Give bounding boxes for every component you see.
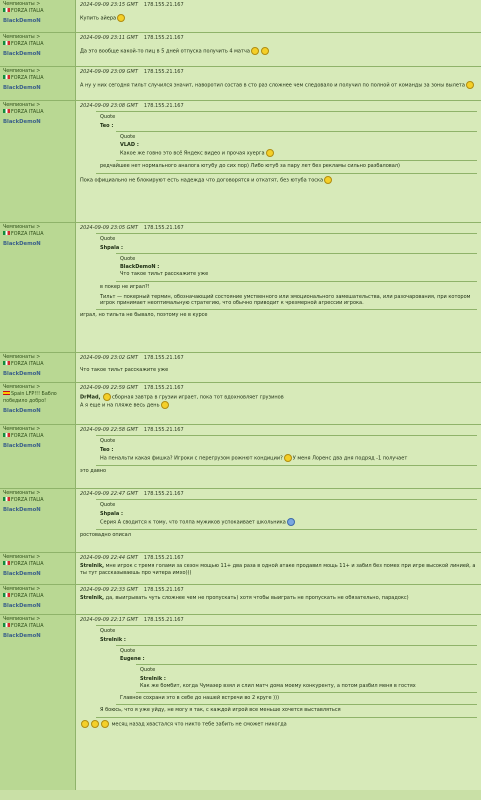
post-sidebar xyxy=(0,585,76,614)
post-date: 2024-09-09 23:15 GMT xyxy=(80,2,138,8)
team-link[interactable]: FORZA ITALIA xyxy=(3,76,44,81)
italy-flag-icon xyxy=(3,593,10,597)
board-link[interactable]: Чемпионаты > xyxy=(3,103,41,108)
post-ip: 178.155.21.167 xyxy=(143,35,184,41)
post-ip: 178.155.21.167 xyxy=(143,355,184,361)
post-text: сборная завтра в грузии играет, пока тот вдохновляет грузинов xyxy=(112,394,284,401)
quote-label: Quote xyxy=(120,255,136,262)
quote-text: редчайшее нет нормального аналога ютубу до сих пор) Либо ютуб за пару лет без рекламы сильно разбаловал) xyxy=(100,163,400,170)
post xyxy=(0,489,481,553)
board-link[interactable]: Чемпионаты > xyxy=(3,491,41,496)
italy-flag-icon xyxy=(3,109,10,113)
quote-text: Главное сохрани это в себе до нашей встречи во 2 круге ))) xyxy=(120,695,280,701)
quote-author: Eugene : xyxy=(120,656,145,662)
reply-author[interactable]: DrMad, xyxy=(80,394,101,401)
laugh-icon xyxy=(284,454,292,462)
italy-flag-icon xyxy=(3,41,10,45)
deep-quote-block xyxy=(136,664,477,693)
post-meta xyxy=(80,587,477,593)
team-link[interactable]: FORZA ITALIA xyxy=(3,9,44,14)
post-body xyxy=(76,383,481,424)
post xyxy=(0,67,481,101)
post-date: 2024-09-09 22:33 GMT xyxy=(80,587,138,593)
quote-text: Какое же говно это всё Яндекс видео и прочая хуерга xyxy=(120,150,265,157)
quote-label: Quote xyxy=(120,647,136,654)
post xyxy=(0,223,481,353)
post-meta xyxy=(80,617,477,623)
post-sidebar xyxy=(0,353,76,382)
quote-text: Серия А сводится к тому, что толпа мужиков успокаивает школьника xyxy=(100,519,286,526)
italy-flag-icon xyxy=(3,497,10,501)
post-sidebar xyxy=(0,67,76,100)
laugh-icon xyxy=(81,720,89,728)
nested-quote-block xyxy=(116,131,477,162)
quote-label: Quote xyxy=(100,114,116,121)
quote-label: Quote xyxy=(100,628,116,635)
post xyxy=(0,425,481,489)
author-nick[interactable]: BlackDemoN xyxy=(3,506,41,513)
board-link[interactable]: Чемпионаты > xyxy=(3,555,41,560)
quote-block xyxy=(96,111,477,173)
post-date: 2024-09-09 23:09 GMT xyxy=(80,69,138,75)
nested-quote-block xyxy=(116,645,477,706)
team-link[interactable]: FORZA ITALIA xyxy=(3,362,44,367)
laugh-icon xyxy=(91,720,99,728)
post-sidebar xyxy=(0,101,76,222)
post-meta xyxy=(80,427,477,433)
post-meta xyxy=(80,35,477,41)
post-ip: 178.155.21.167 xyxy=(143,491,184,497)
post-text: месяц назад хвастался что никто тебе забить не сможет никогда xyxy=(111,721,287,727)
post-ip: 178.155.21.167 xyxy=(143,587,184,593)
sad-icon xyxy=(287,518,295,526)
smile-icon xyxy=(251,47,259,55)
laugh-icon xyxy=(101,720,109,728)
board-link[interactable]: Чемпионаты > xyxy=(3,2,41,7)
post-text: Что такое тильт расскажите уже xyxy=(80,367,169,374)
board-link[interactable]: Чемпионаты > xyxy=(3,587,41,592)
team-link[interactable]: FORZA ITALIA xyxy=(3,498,44,503)
board-link[interactable]: Чемпионаты > xyxy=(3,617,41,622)
laugh-icon xyxy=(261,47,269,55)
post-text: ростовадно описал xyxy=(80,531,131,538)
post-date: 2024-09-09 22:58 GMT xyxy=(80,427,138,433)
post-body xyxy=(76,553,481,584)
team-link[interactable]: FORZA ITALIA xyxy=(3,42,44,47)
author-nick[interactable]: BlackDemoN xyxy=(3,442,41,449)
quote-text: в покер не играл?! xyxy=(100,283,150,290)
post-ip: 178.155.21.167 xyxy=(143,225,184,231)
team-link[interactable]: Spain LFP!!! Бабло победило добро! xyxy=(3,391,57,404)
post-ip: 178.155.21.167 xyxy=(143,385,184,391)
quote-label: Quote xyxy=(120,133,136,140)
nested-quote-block xyxy=(116,253,477,282)
spain-flag-icon xyxy=(3,391,10,395)
reply-author[interactable]: Strelnik, xyxy=(80,595,105,602)
post-meta xyxy=(80,2,477,8)
author-nick[interactable]: BlackDemoN xyxy=(3,17,41,24)
post-body xyxy=(76,223,481,352)
author-nick[interactable]: BlackDemoN xyxy=(3,118,41,125)
italy-flag-icon xyxy=(3,361,10,365)
board-link[interactable]: Чемпионаты > xyxy=(3,69,41,74)
team-link[interactable]: FORZA ITALIA xyxy=(3,624,44,629)
post-date: 2024-09-09 22:47 GMT xyxy=(80,491,138,497)
post-text: мне игрок с тремя голами за сезон мощью 11+ два раза в одной атаке продавил мощь 11+ и забил без помех при игре высокой линией, а ты тут рассказываешь про читера имхо))) xyxy=(80,563,476,576)
post-date: 2024-09-09 22:44 GMT xyxy=(80,555,138,561)
author-nick[interactable]: BlackDemoN xyxy=(3,370,41,377)
quote-author: Shpala : xyxy=(100,244,123,251)
post-text: Да это вообще какой-то пиц в 5 дней отпуска получить 4 матча xyxy=(80,48,250,55)
post-date: 2024-09-09 23:08 GMT xyxy=(80,103,138,109)
post-text: это давно xyxy=(80,467,107,474)
quote-author: VLAD : xyxy=(120,142,139,148)
post-body xyxy=(76,585,481,614)
team-link[interactable]: FORZA ITALIA xyxy=(3,232,44,237)
author-nick[interactable]: BlackDemoN xyxy=(3,570,41,577)
cool-icon xyxy=(103,393,111,401)
board-link[interactable]: Чемпионаты > xyxy=(3,35,41,40)
author-nick[interactable]: BlackDemoN xyxy=(3,240,41,247)
author-nick[interactable]: BlackDemoN xyxy=(3,50,41,57)
post xyxy=(0,615,481,790)
quote-author: Strelnik : xyxy=(140,675,166,682)
quote-text: Как же бомбит, когда Чумазер взял и слил матч дома моему конкуренту, а потом разбил меня в гостях xyxy=(140,682,416,689)
team-link[interactable]: FORZA ITALIA xyxy=(3,562,44,567)
quote-block xyxy=(96,625,477,717)
board-link[interactable]: Чемпионаты > xyxy=(3,385,41,390)
post-text: да, выигрывать чуть сложнее чем не пропускать) хотя чтобы выиграть не пропускать не обязательно, парадокс) xyxy=(105,595,409,602)
post-text: Пока официально не блокируют есть надежда что договорятся и откатят, без ютуба тоска xyxy=(80,177,324,183)
quote-author: Strelnik : xyxy=(100,636,126,643)
post-sidebar xyxy=(0,33,76,66)
post-sidebar xyxy=(0,223,76,352)
post-text: А ну у них сегодня тильт случился значит, наворотил состав в сто раз сложнее чем следовало и получил по полной от команды за зоны вылета xyxy=(80,82,465,89)
post-meta xyxy=(80,491,477,497)
quote-author: BlackDemoN : xyxy=(120,264,160,270)
post-text: играл, но тильта не бывало, поэтому не в курсе xyxy=(80,312,208,319)
team-link[interactable]: FORZA ITALIA xyxy=(3,594,44,599)
post xyxy=(0,101,481,223)
post-sidebar xyxy=(0,425,76,488)
italy-flag-icon xyxy=(3,231,10,235)
quote-label: Quote xyxy=(100,502,116,509)
post-sidebar xyxy=(0,383,76,424)
quote-block xyxy=(96,233,477,310)
board-link[interactable]: Чемпионаты > xyxy=(3,427,41,432)
post-meta xyxy=(80,355,477,361)
post-body xyxy=(76,615,481,790)
post xyxy=(0,553,481,585)
smile-icon xyxy=(117,14,125,22)
italy-flag-icon xyxy=(3,433,10,437)
post xyxy=(0,383,481,425)
quote-author: Teo : xyxy=(100,122,114,129)
team-link[interactable]: FORZA ITALIA xyxy=(3,434,44,439)
smile-icon xyxy=(324,176,332,184)
quote-label: Quote xyxy=(100,438,116,445)
laugh-icon xyxy=(266,149,274,157)
post-ip: 178.155.21.167 xyxy=(143,103,184,109)
post-date: 2024-09-09 22:59 GMT xyxy=(80,385,138,391)
board-link[interactable]: Чемпионаты > xyxy=(3,225,41,230)
post-sidebar xyxy=(0,489,76,552)
post-meta xyxy=(80,385,477,391)
post-date: 2024-09-09 22:17 GMT xyxy=(80,617,138,623)
author-nick[interactable]: BlackDemoN xyxy=(3,407,41,414)
post-body xyxy=(76,101,481,222)
post-meta xyxy=(80,225,477,231)
post-body xyxy=(76,67,481,100)
quote-text: Тильт — покерный термин, обозначающий состояние умственного или эмоционального замешательства, или разочарования, при котором игрок принимает неоптимальную стратегию, что обычно приводит к чрезмерной агрессии игрока. xyxy=(100,293,471,306)
post-meta xyxy=(80,555,477,561)
post-text: Купить айера xyxy=(80,15,117,22)
quote-block xyxy=(96,435,477,466)
post-ip: 178.155.21.167 xyxy=(143,69,184,75)
post-meta xyxy=(80,69,477,75)
post xyxy=(0,585,481,615)
post-body xyxy=(76,33,481,66)
italy-flag-icon xyxy=(3,623,10,627)
post-date: 2024-09-09 23:05 GMT xyxy=(80,225,138,231)
italy-flag-icon xyxy=(3,75,10,79)
post-date: 2024-09-09 23:11 GMT xyxy=(80,35,138,41)
author-nick[interactable]: BlackDemoN xyxy=(3,602,41,609)
laugh-icon xyxy=(161,401,169,409)
post-ip: 178.155.21.167 xyxy=(143,2,184,8)
reply-author[interactable]: Strelnik, xyxy=(80,563,105,570)
post-date: 2024-09-09 23:02 GMT xyxy=(80,355,138,361)
post-sidebar xyxy=(0,553,76,584)
quote-text: На пенальти какая фишка? Игроки с перегрузом рожнют кондиции? xyxy=(100,455,283,462)
quote-label: Quote xyxy=(100,236,116,243)
team-link[interactable]: FORZA ITALIA xyxy=(3,110,44,115)
board-link[interactable]: Чемпионаты > xyxy=(3,355,41,360)
post-meta xyxy=(80,103,477,109)
post-ip: 178.155.21.167 xyxy=(143,617,184,623)
post-ip: 178.155.21.167 xyxy=(143,555,184,561)
quote-author: Shpala : xyxy=(100,510,123,517)
author-nick[interactable]: BlackDemoN xyxy=(3,84,41,91)
post xyxy=(0,33,481,67)
post-ip: 178.155.21.167 xyxy=(143,427,184,433)
quote-text: Я боюсь, что я уже уйду, не могу я так, с каждой игрой все меньше хочется выставляться xyxy=(100,707,341,714)
post-sidebar xyxy=(0,0,76,32)
grin-icon xyxy=(466,81,474,89)
post-body xyxy=(76,425,481,488)
quote-block xyxy=(96,499,477,530)
post-body xyxy=(76,353,481,382)
author-nick[interactable]: BlackDemoN xyxy=(3,632,41,639)
quote-text: Что такое тильт расскажите уже xyxy=(120,271,209,278)
post-body xyxy=(76,0,481,32)
quote-author: Teo : xyxy=(100,446,114,453)
post-body xyxy=(76,489,481,552)
post-text: А я еще и на пляже весь день xyxy=(80,402,160,409)
quote-text: У меня Лоренс два дня подряд -1 получает xyxy=(292,455,408,462)
quote-label: Quote xyxy=(140,667,156,674)
post xyxy=(0,353,481,383)
post-sidebar xyxy=(0,615,76,790)
italy-flag-icon xyxy=(3,561,10,565)
italy-flag-icon xyxy=(3,8,10,12)
post xyxy=(0,0,481,33)
